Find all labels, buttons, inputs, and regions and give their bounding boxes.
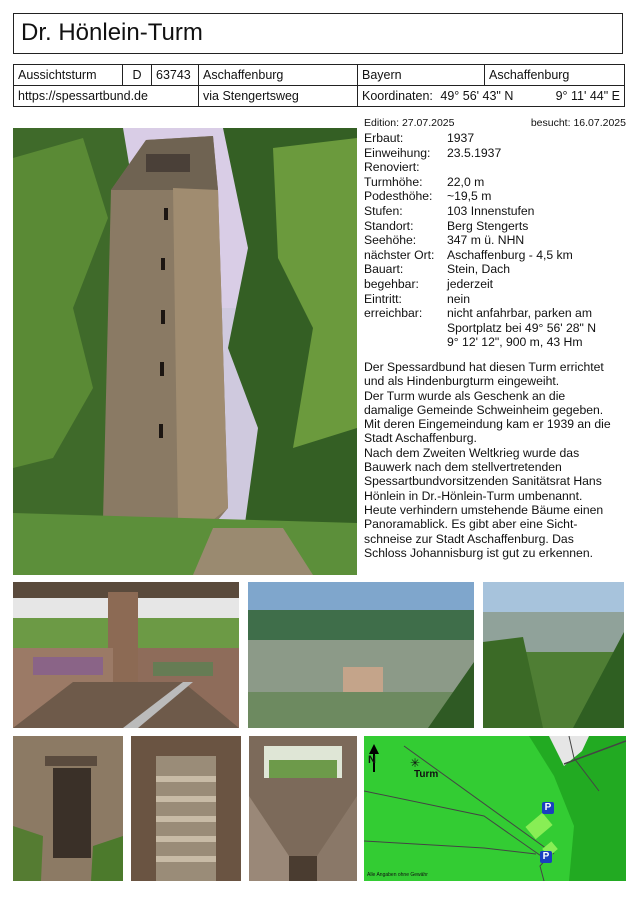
description-line: Heute verhindern umstehende Bäume einen bbox=[364, 502, 604, 517]
fact-row: Bauart: Stein, Dach bbox=[364, 262, 511, 277]
coord-lon: 9° 11' 44" E bbox=[555, 89, 620, 103]
tower-marker-icon: ✳ bbox=[410, 756, 421, 770]
info-row-1 bbox=[14, 65, 625, 86]
parking-icon: P bbox=[542, 802, 554, 814]
info-district: Aschaffenburg bbox=[485, 65, 625, 86]
fact-row: Podesthöhe: ~19,5 m bbox=[364, 189, 492, 204]
description-line: Mit deren Eingemeindung kam er 1939 an die bbox=[364, 417, 611, 432]
info-postcode: 63743 bbox=[152, 65, 199, 86]
description bbox=[364, 360, 632, 560]
parking-icon: P bbox=[540, 851, 552, 863]
description-line: Panoramablick. Es gibt aber eine Sicht- bbox=[364, 517, 578, 532]
map-tower-label: Turm bbox=[414, 769, 439, 780]
tower-photo bbox=[13, 128, 357, 575]
coord-label: Koordinaten: bbox=[362, 89, 433, 103]
fact-row: Stufen: 103 Innenstufen bbox=[364, 203, 535, 218]
description-line: Stadt Aschaffenburg. bbox=[364, 431, 477, 446]
info-website[interactable]: https://spessartbund.de bbox=[14, 86, 199, 107]
location-map bbox=[364, 736, 626, 881]
page-title: Dr. Hönlein-Turm bbox=[21, 19, 203, 46]
stairwell-photo bbox=[249, 736, 357, 881]
description-line: Der Turm wurde als Geschenk an die bbox=[364, 388, 566, 403]
info-city: Aschaffenburg bbox=[199, 65, 358, 86]
title-box bbox=[13, 13, 623, 54]
description-line: Spessartbundvorsitzenden Sanitätsrat Hans bbox=[364, 474, 602, 489]
platform-photo bbox=[13, 582, 239, 728]
fact-row: Erbaut: 1937 bbox=[364, 131, 475, 145]
fact-row: Renoviert: bbox=[364, 160, 420, 175]
fact-row: 9° 12' 12", 900 m, 43 Hm bbox=[447, 335, 583, 350]
description-line: schneise zur Stadt Aschaffenburg. Das bbox=[364, 531, 574, 546]
panorama-photo-2 bbox=[483, 582, 624, 728]
fact-row: erreichbar: nicht anfahrbar, parken am bbox=[364, 306, 592, 321]
description-line: Schloss Johannisburg ist gut zu erkennen. bbox=[364, 545, 593, 560]
info-route: via Stengertsweg bbox=[199, 86, 358, 107]
description-line: Der Spessardbund hat diesen Turm errichtet bbox=[364, 360, 604, 374]
info-table bbox=[13, 64, 625, 107]
info-type: Aussichtsturm bbox=[14, 65, 123, 86]
facts-list bbox=[364, 131, 626, 350]
info-state: Bayern bbox=[358, 65, 485, 86]
map-disclaimer: Alle Angaben ohne Gewähr bbox=[367, 872, 428, 878]
description-line: Nach dem Zweiten Weltkrieg wurde das bbox=[364, 445, 580, 460]
description-line: und als Hindenburgturm eingeweiht. bbox=[364, 374, 560, 389]
info-row-2 bbox=[14, 86, 625, 107]
info-country: D bbox=[123, 65, 152, 86]
coord-lat: 49° 56' 43" N bbox=[440, 89, 514, 103]
stairs-photo bbox=[131, 736, 241, 881]
fact-row: Standort: Berg Stengerts bbox=[364, 218, 529, 233]
description-line: Hönlein in Dr.-Hönlein-Turm umbenannt. bbox=[364, 488, 583, 503]
description-line: Bauwerk nach dem stellvertretenden bbox=[364, 460, 562, 475]
entrance-photo bbox=[13, 736, 123, 881]
edition-date: Edition: 27.07.2025 bbox=[364, 117, 455, 129]
fact-row: Seehöhe: 347 m ü. NHN bbox=[364, 233, 525, 248]
panorama-photo-1 bbox=[248, 582, 474, 728]
north-label: N bbox=[368, 754, 376, 766]
description-line: damalige Gemeinde Schweinheim gegeben. bbox=[364, 402, 604, 417]
fact-row: nächster Ort: Aschaffenburg - 4,5 km bbox=[364, 247, 573, 262]
info-coordinates bbox=[358, 86, 625, 107]
visited-date: besucht: 16.07.2025 bbox=[530, 117, 626, 129]
fact-row: Eintritt: nein bbox=[364, 291, 471, 306]
fact-row: Sportplatz bei 49° 56' 28" N bbox=[447, 320, 597, 335]
fact-row: Turmhöhe: 22,0 m bbox=[364, 174, 485, 189]
fact-row: begehbar: jederzeit bbox=[364, 276, 494, 291]
fact-row: Einweihung: 23.5.1937 bbox=[364, 145, 502, 160]
